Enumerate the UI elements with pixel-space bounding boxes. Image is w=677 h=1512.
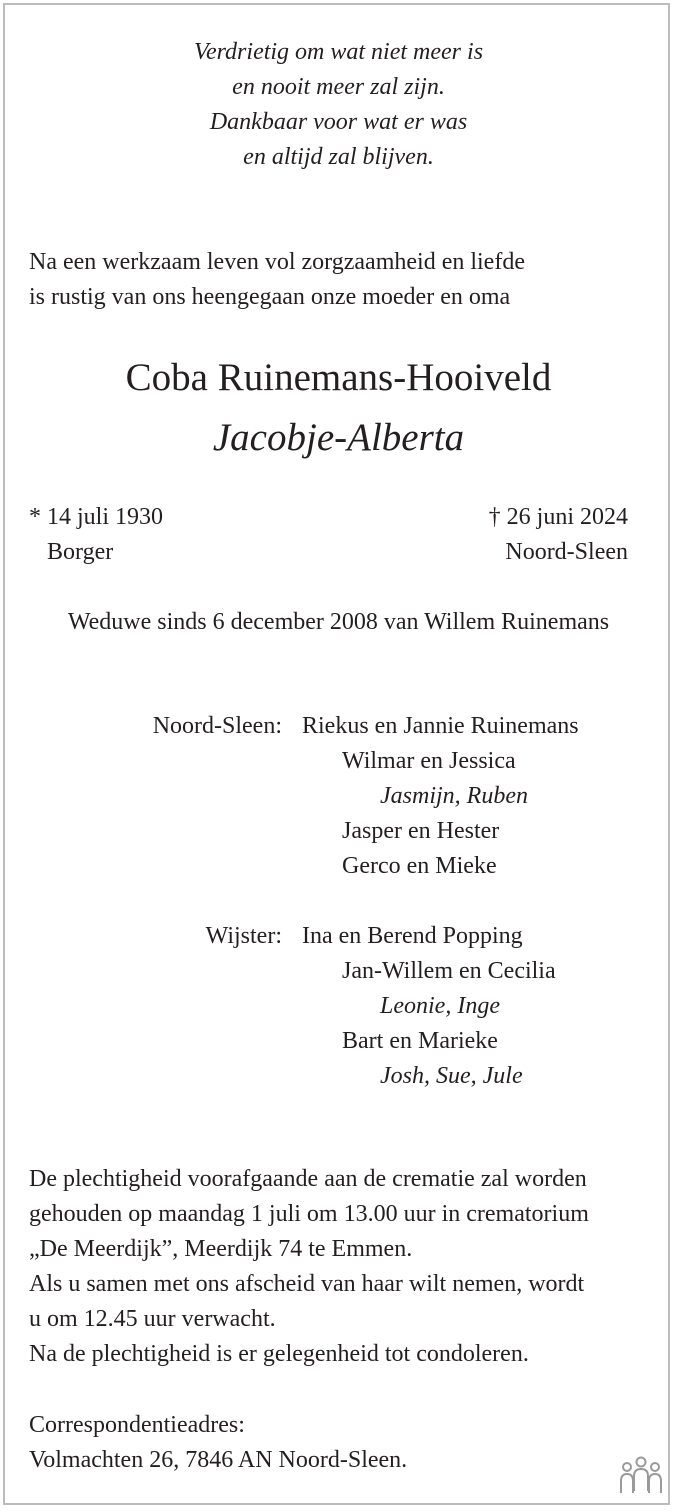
death-date: † 26 juni 2024 [488,504,628,530]
correspondence-label: Correspondentieadres: [29,1412,245,1438]
ceremony-line-4: Als u samen met ons afscheid van haar wilt nemen, wordt [29,1271,585,1297]
family-place-label: Noord-Sleen: [152,713,282,739]
family-grandchildren: Leonie, Inge [380,993,500,1019]
poem-line-4: en altijd zal blijven. [243,144,434,170]
family-head: Riekus en Jannie Ruinemans [302,713,579,739]
poem-line-1: Verdrietig om wat niet meer is [193,39,484,65]
deceased-name: Coba Ruinemans-Hooiveld [125,356,552,399]
deceased-given-names: Jacobje-Alberta [212,416,465,459]
poem-line-3: Dankbaar voor wat er was [209,109,468,135]
intro-line-1: Na een werkzaam leven vol zorgzaamheid en liefde [29,249,525,275]
ceremony-line-6: Na de plechtigheid is er gelegenheid tot condoleren. [29,1341,529,1367]
ceremony-line-5: u om 12.45 uur verwacht. [29,1306,276,1332]
family-head: Ina en Berend Popping [302,923,523,949]
family-place-label: Wijster: [205,923,282,949]
family-child: Jasper en Hester [342,818,500,844]
family-child: Gerco en Mieke [342,853,497,879]
family-child: Bart en Marieke [342,1028,498,1054]
intro-line-2: is rustig van ons heengegaan onze moeder en oma [29,284,511,310]
ceremony-line-2: gehouden op maandag 1 juli om 13.00 uur in crematorium [29,1201,589,1227]
birth-date: * 14 juli 1930 [29,504,164,530]
family-grandchildren: Jasmijn, Ruben [380,783,528,809]
poem-line-2: en nooit meer zal zijn. [232,74,445,100]
family-child: Wilmar en Jessica [342,748,516,774]
ceremony-line-1: De plechtigheid voorafgaande aan de crematie zal worden [29,1166,587,1192]
widow-line: Weduwe sinds 6 december 2008 van Willem Ruinemans [67,609,610,635]
ceremony-line-3: „De Meerdijk”, Meerdijk 74 te Emmen. [29,1236,413,1262]
family-grandchildren: Josh, Sue, Jule [380,1063,523,1089]
birth-place: Borger [47,539,114,565]
family-child: Jan-Willem en Cecilia [342,958,556,984]
family-people-icon [618,1455,664,1497]
correspondence-address: Volmachten 26, 7846 AN Noord-Sleen. [29,1447,408,1473]
death-place: Noord-Sleen [505,539,628,565]
